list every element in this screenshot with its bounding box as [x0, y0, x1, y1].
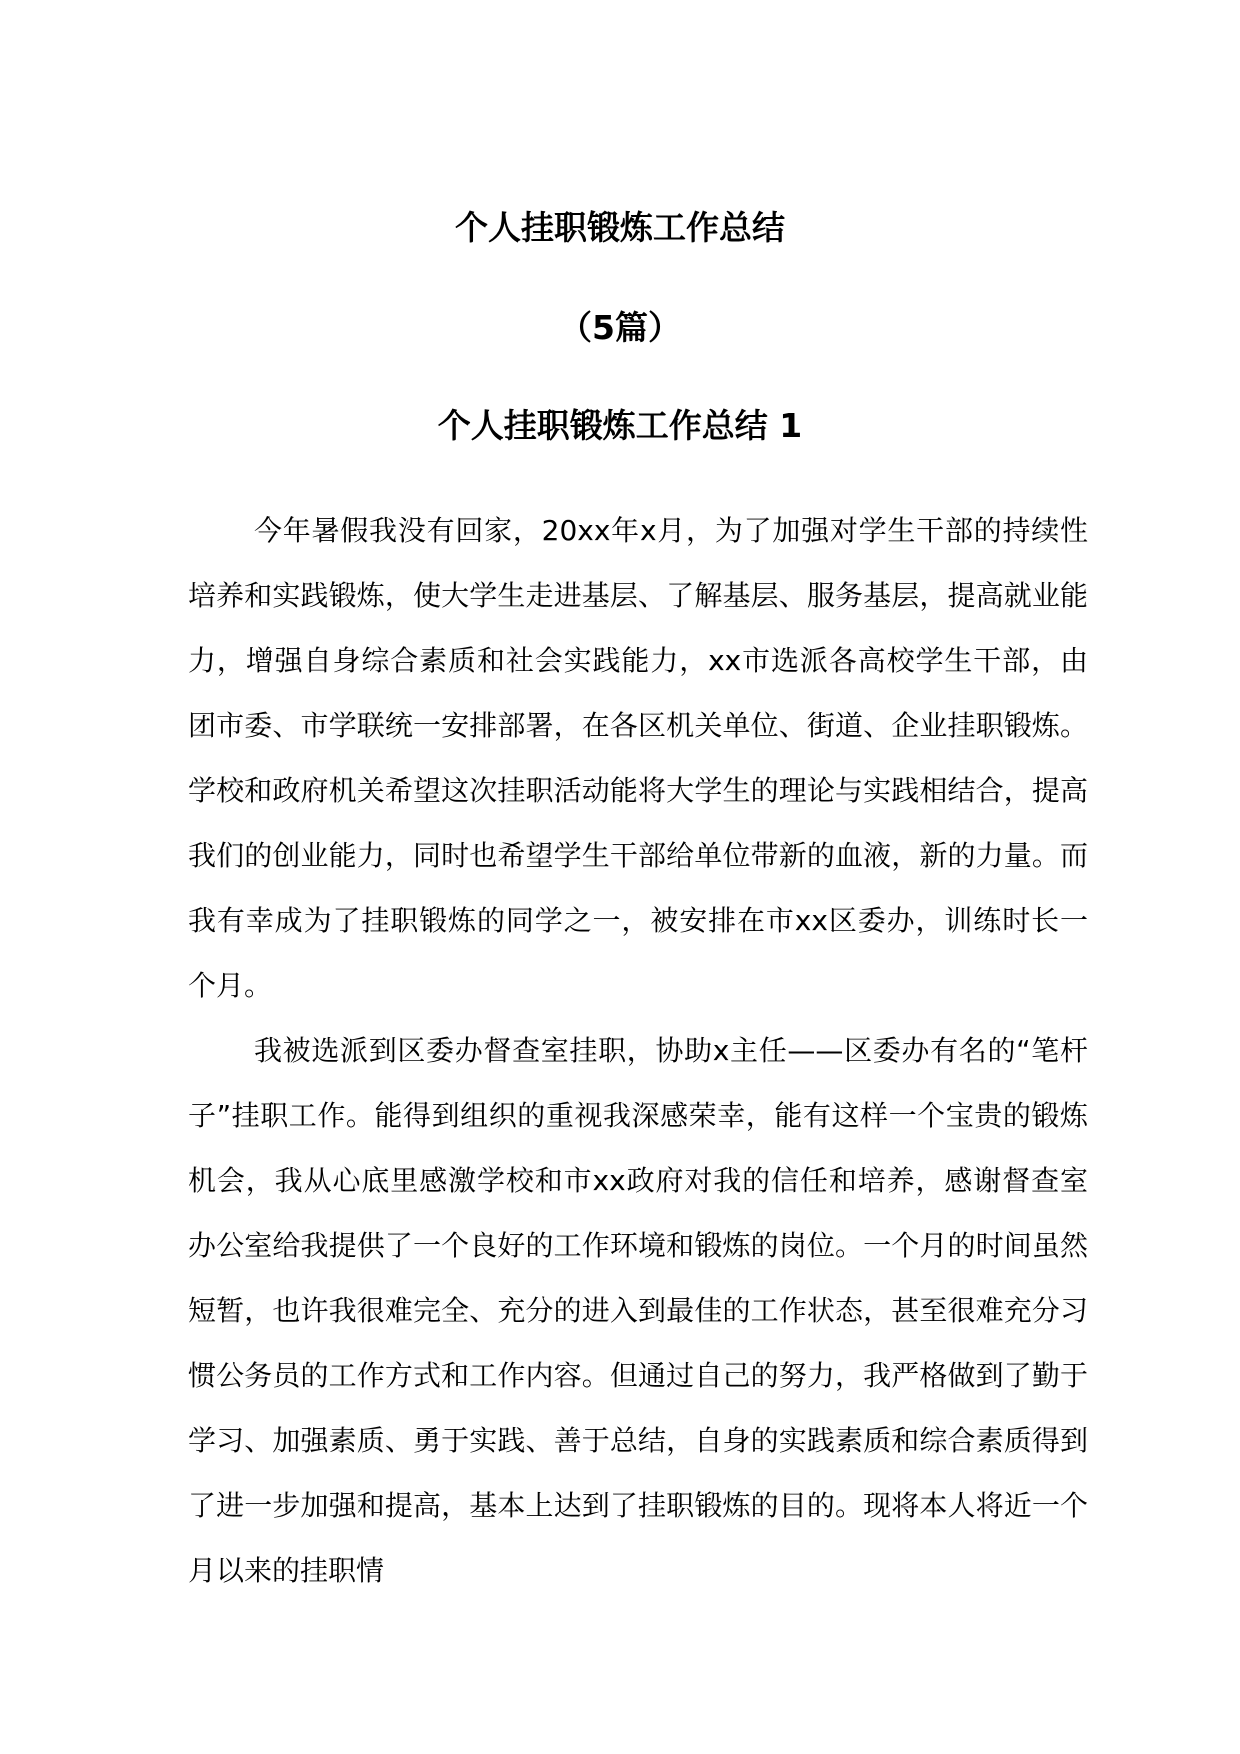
section-heading: 个人挂职锻炼工作总结 1 [437, 406, 803, 445]
document-subtitle: （5篇） [559, 308, 681, 347]
document-title: 个人挂职锻炼工作总结 [455, 208, 785, 247]
paragraph-2: 我被选派到区委办督查室挂职，协助x主任——区委办有名的“笔杆子”挂职工作。能得到组织的重视我深感荣幸，能有这样一个宝贵的锻炼机会，我从心底里感激学校和市xx政府对我的信任和培养，感谢督查室办公室给我提供了一个良好的工作环境和锻炼的岗位。一个月的时间虽然短暂，也许我很难完全、充分的进入到最佳的工作状态，甚至很难充分习惯公务员的工作方式和工作内容。但通过自己的努力，我严格做到了勤于学习、加强素质、勇于实践、善于总结，自身的实践素质和综合素质得到了进一步加强和提高，基本上达到了挂职锻炼的目的。现将本人将近一个月以来的挂职情 [188, 1034, 1088, 1587]
paragraph-1: 今年暑假我没有回家，20xx年x月，为了加强对学生干部的持续性培养和实践锻炼，使大学生走进基层、了解基层、服务基层，提高就业能力，增强自身综合素质和社会实践能力，xx市选派各高校学生干部，由团市委、市学联统一安排部署，在各区机关单位、街道、企业挂职锻炼。学校和政府机关希望这次挂职活动能将大学生的理论与实践相结合，提高我们的创业能力，同时也希望学生干部给单位带新的血液，新的力量。而我有幸成为了挂职锻炼的同学之一，被安排在市xx区委办，训练时长一个月。 [188, 514, 1088, 1002]
body-text [188, 498, 1088, 1603]
